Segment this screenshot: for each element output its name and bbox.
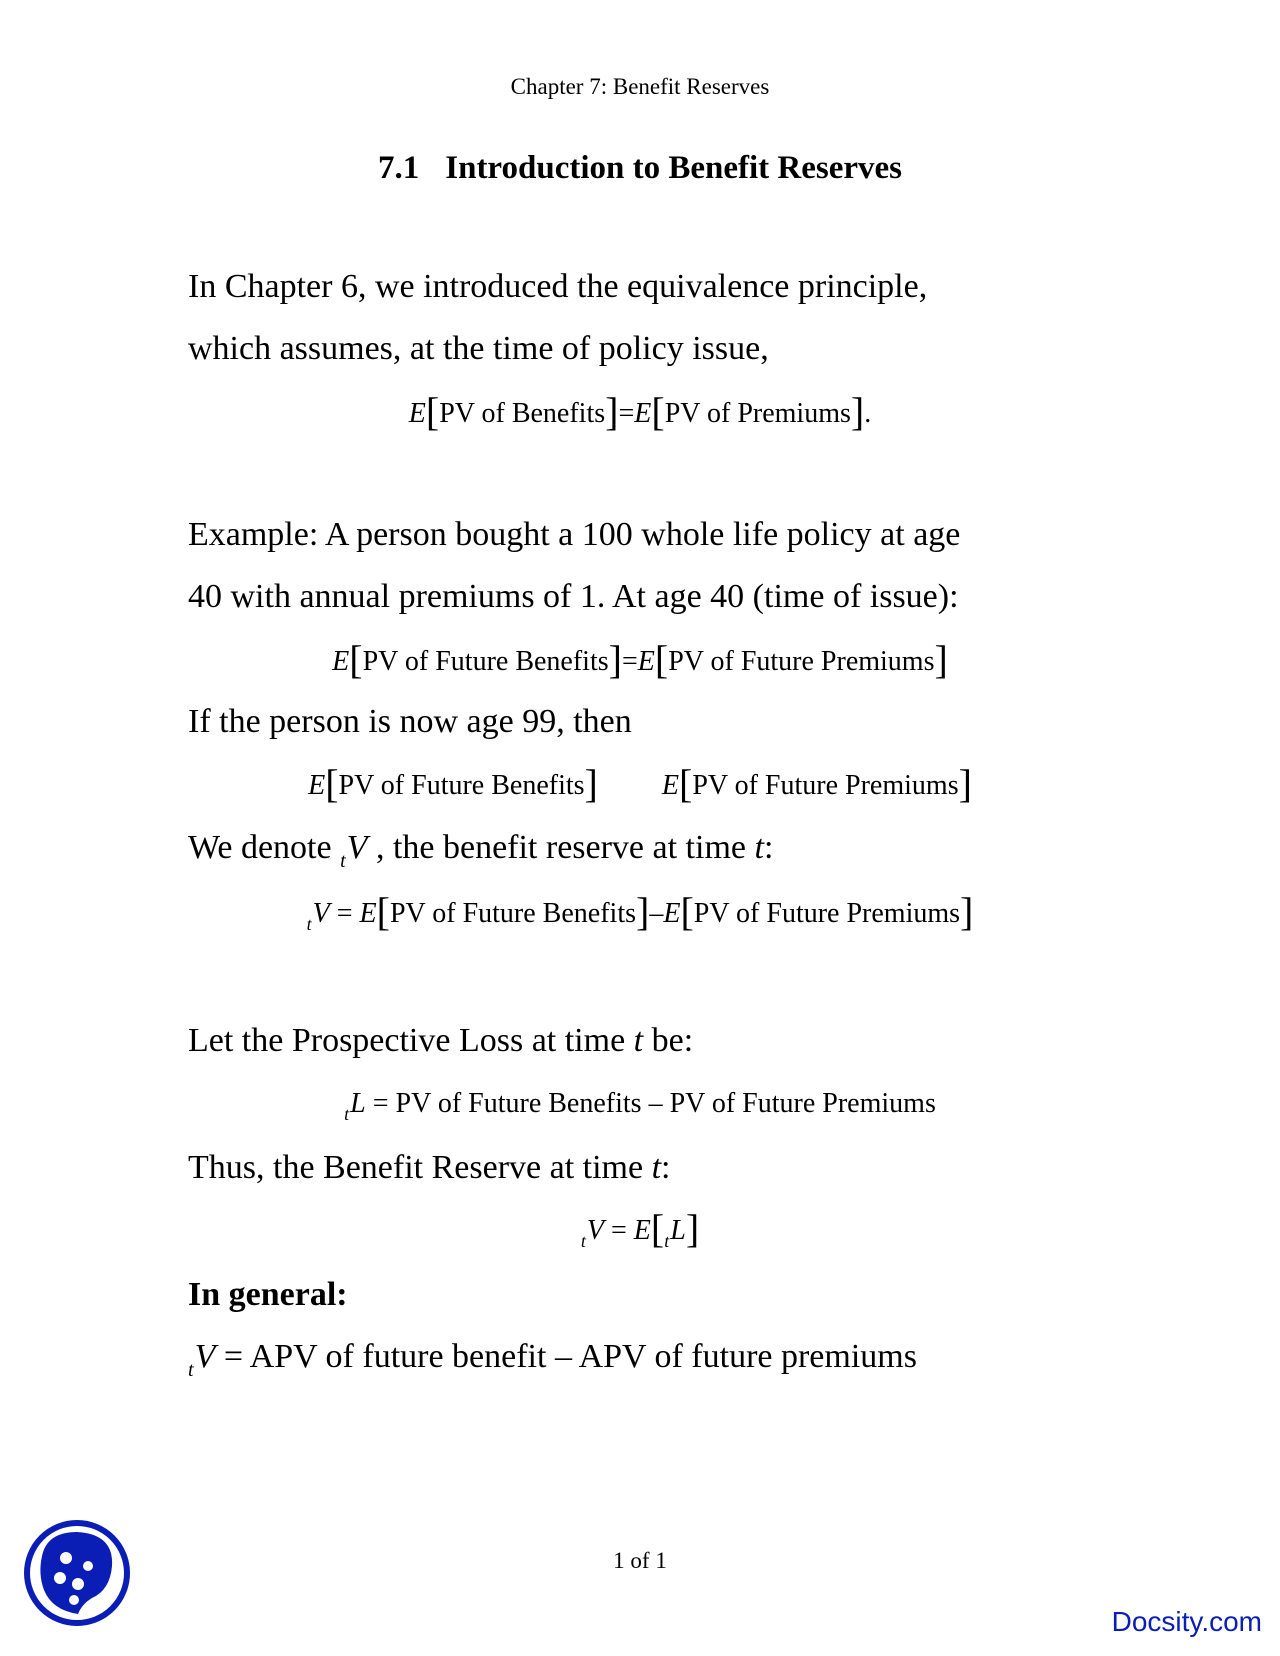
expectation-symbol: E	[332, 646, 350, 677]
subscript: t	[344, 1104, 350, 1124]
text: We denote	[188, 829, 341, 866]
variable: V	[586, 1215, 604, 1246]
expectation-symbol: E	[308, 770, 326, 801]
equation-term: PV of Future Premiums	[668, 646, 935, 677]
variable: L	[350, 1088, 366, 1119]
equation-term: PV of Future Premiums	[693, 898, 961, 929]
text: , the benefit reserve at time	[367, 829, 755, 866]
section-title	[0, 150, 1280, 187]
equation-operator: =	[621, 646, 638, 677]
expectation-symbol: E	[408, 398, 426, 429]
equation-term: PV of Future Benefits	[338, 770, 585, 801]
equation-term: PV of Future Premiums	[692, 770, 959, 801]
subscript: t	[188, 1359, 194, 1381]
page-header: Chapter 7: Benefit Reserves	[510, 74, 770, 99]
page-number: 1 of 1	[613, 1548, 667, 1573]
expectation-symbol: E	[637, 646, 655, 677]
text: :	[763, 829, 774, 866]
docsity-logo-icon	[22, 1518, 132, 1628]
equation-reserve: $_t$V = E[PV of Future Benefits]–E[PV of Future Premiums]	[306, 889, 974, 934]
paragraph-line: 40 with annual premiums of 1. At age 40 (time of issue):	[188, 578, 959, 615]
variable: t	[651, 1149, 662, 1186]
text: Let the Prospective Loss at time	[188, 1022, 634, 1059]
equation-term: PV of Future Benefits	[389, 898, 636, 929]
equation-equivalence: E[PV of Benefits]=E[PV of Premiums].	[408, 389, 872, 434]
text: be:	[643, 1022, 694, 1059]
expectation-symbol: E	[634, 398, 652, 429]
paragraph-line: If the person is now age 99, then	[188, 703, 632, 740]
variable: V	[346, 829, 368, 866]
paragraph-thus	[188, 1149, 671, 1187]
subscript: t	[340, 850, 346, 872]
paragraph-loss	[188, 1022, 693, 1060]
equation-operator: =	[329, 898, 360, 929]
equation-issue: E[PV of Future Benefits]=E[PV of Future Premiums]	[332, 637, 948, 682]
section-number: 7.1	[378, 150, 420, 186]
variable: V	[194, 1338, 216, 1375]
subscript: t	[664, 1231, 670, 1251]
equation-term: = APV of future benefit – APV of future premiums	[215, 1338, 917, 1375]
equation-general	[188, 1338, 917, 1381]
expectation-symbol: E	[663, 898, 681, 929]
subscript: t	[306, 914, 312, 934]
equation-operator: =	[618, 398, 635, 429]
variable: L	[670, 1215, 686, 1246]
variable: t	[633, 1022, 644, 1059]
text: Thus, the Benefit Reserve at time	[188, 1149, 652, 1186]
expectation-symbol: E	[359, 898, 377, 929]
paragraph-line: which assumes, at the time of policy issue,	[188, 330, 769, 367]
docsity-watermark[interactable]: Docsity.com	[1111, 1606, 1262, 1637]
subscript: t	[580, 1231, 586, 1251]
paragraph-in-general: In general:	[188, 1276, 348, 1313]
equation-term: PV of Premiums	[664, 398, 851, 429]
equation-age99: E[PV of Future Benefits] E[PV of Future Premiums]	[308, 761, 972, 806]
variable: V	[312, 898, 330, 929]
expectation-symbol: E	[661, 770, 679, 801]
equation-punct: .	[864, 398, 872, 429]
equation-term: PV of Benefits	[439, 398, 606, 429]
variable: t	[754, 829, 764, 866]
section-title-text: Introduction to Benefit Reserves	[445, 150, 902, 186]
equation-term: = PV of Future Benefits – PV of Future Premiums	[365, 1088, 936, 1119]
equation-operator: –	[649, 898, 664, 929]
equation-expected-loss: $_tV = E[_tL]$	[580, 1206, 700, 1251]
equation-term: PV of Future Benefits	[362, 646, 609, 677]
text: :	[661, 1149, 671, 1186]
expectation-symbol: E	[633, 1215, 651, 1246]
paragraph-denote	[188, 829, 774, 872]
equation-operator: =	[603, 1215, 634, 1246]
paragraph-line: Example: A person bought a 100 whole life policy at age	[188, 516, 961, 553]
equation-loss	[0, 1088, 1280, 1124]
paragraph-line: In Chapter 6, we introduced the equivalence principle,	[188, 268, 928, 305]
